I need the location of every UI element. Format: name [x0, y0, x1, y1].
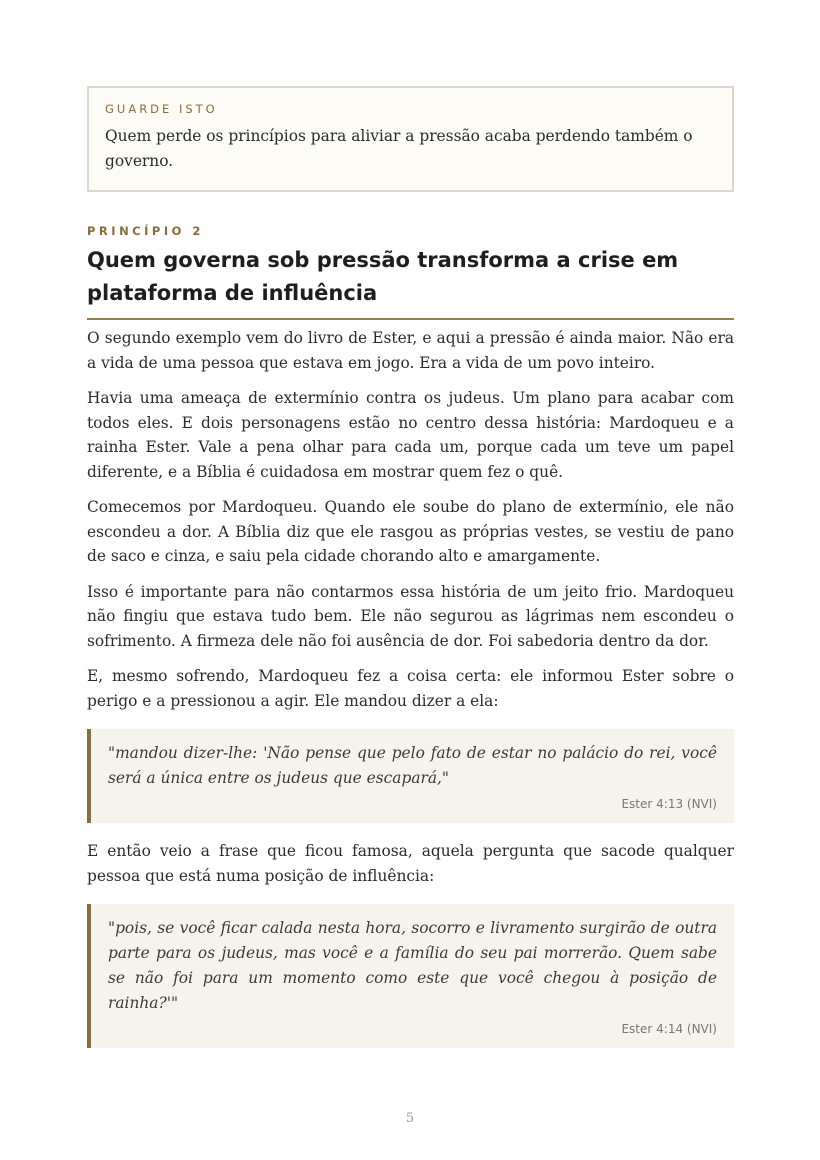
- scripture-quote: [87, 729, 734, 823]
- paragraph: E então veio a frase que ficou famosa, aquela pergunta que sacode qualquer pessoa que está numa posição de influência:: [87, 842, 734, 885]
- callout-text: Quem perde os princípios para aliviar a pressão acaba perdendo também o governo.: [105, 127, 693, 170]
- page-content: [87, 86, 734, 1048]
- paragraph: Havia uma ameaça de extermínio contra os judeus. Um plano para acabar com todos eles. E dois personagens estão no centro dessa história: Mardoqueu e a rainha Ester. Vale a pena olhar para cada um, porque cada um teve um papel diferente, e a Bíblia é cuidadosa em mostrar quem fez o quê.: [87, 389, 734, 481]
- page-number: 5: [405, 1111, 415, 1126]
- quote-text: "mandou dizer-lhe: 'Não pense que pelo fato de estar no palácio do rei, você será a única entre os judeus que escapará,": [108, 744, 717, 787]
- paragraph: Comecemos por Mardoqueu. Quando ele soube do plano de extermínio, ele não escondeu a dor. A Bíblia diz que ele rasgou as próprias vestes, se vestiu de pano de saco e cinza, e saiu pela cidade chorando alto e amargamente.: [87, 498, 734, 565]
- paragraph: E, mesmo sofrendo, Mardoqueu fez a coisa certa: ele informou Ester sobre o perigo e a pressionou a agir. Ele mandou dizer a ela:: [87, 667, 734, 710]
- paragraph: O segundo exemplo vem do livro de Ester, e aqui a pressão é ainda maior. Não era a vida de uma pessoa que estava em jogo. Era a vida de um povo inteiro.: [87, 329, 734, 372]
- paragraph: Isso é importante para não contarmos essa história de um jeito frio. Mardoqueu não fingiu que estava tudo bem. Ele não segurou as lágrimas nem escondeu o sofrimento. A firmeza dele não foi ausência de dor. Foi sabedoria dentro da dor.: [87, 582, 734, 650]
- quote-text: "pois, se você ficar calada nesta hora, socorro e livramento surgirão de outra parte para os judeus, mas você e a família do seu pai morrerão. Quem sabe se não foi para um momento como este que você chegou à posição de rainha?'": [108, 919, 717, 1012]
- section-title: Quem governa sob pressão transforma a crise em plataforma de influência: [87, 244, 734, 320]
- section-eyebrow: PRINCÍPIO 2: [87, 224, 204, 238]
- scripture-quote: [87, 904, 734, 1048]
- quote-reference: Ester 4:14 (NVI): [621, 1022, 717, 1036]
- callout-label: GUARDE ISTO: [105, 102, 218, 116]
- keep-this-callout: [87, 86, 734, 192]
- quote-reference: Ester 4:13 (NVI): [621, 797, 717, 811]
